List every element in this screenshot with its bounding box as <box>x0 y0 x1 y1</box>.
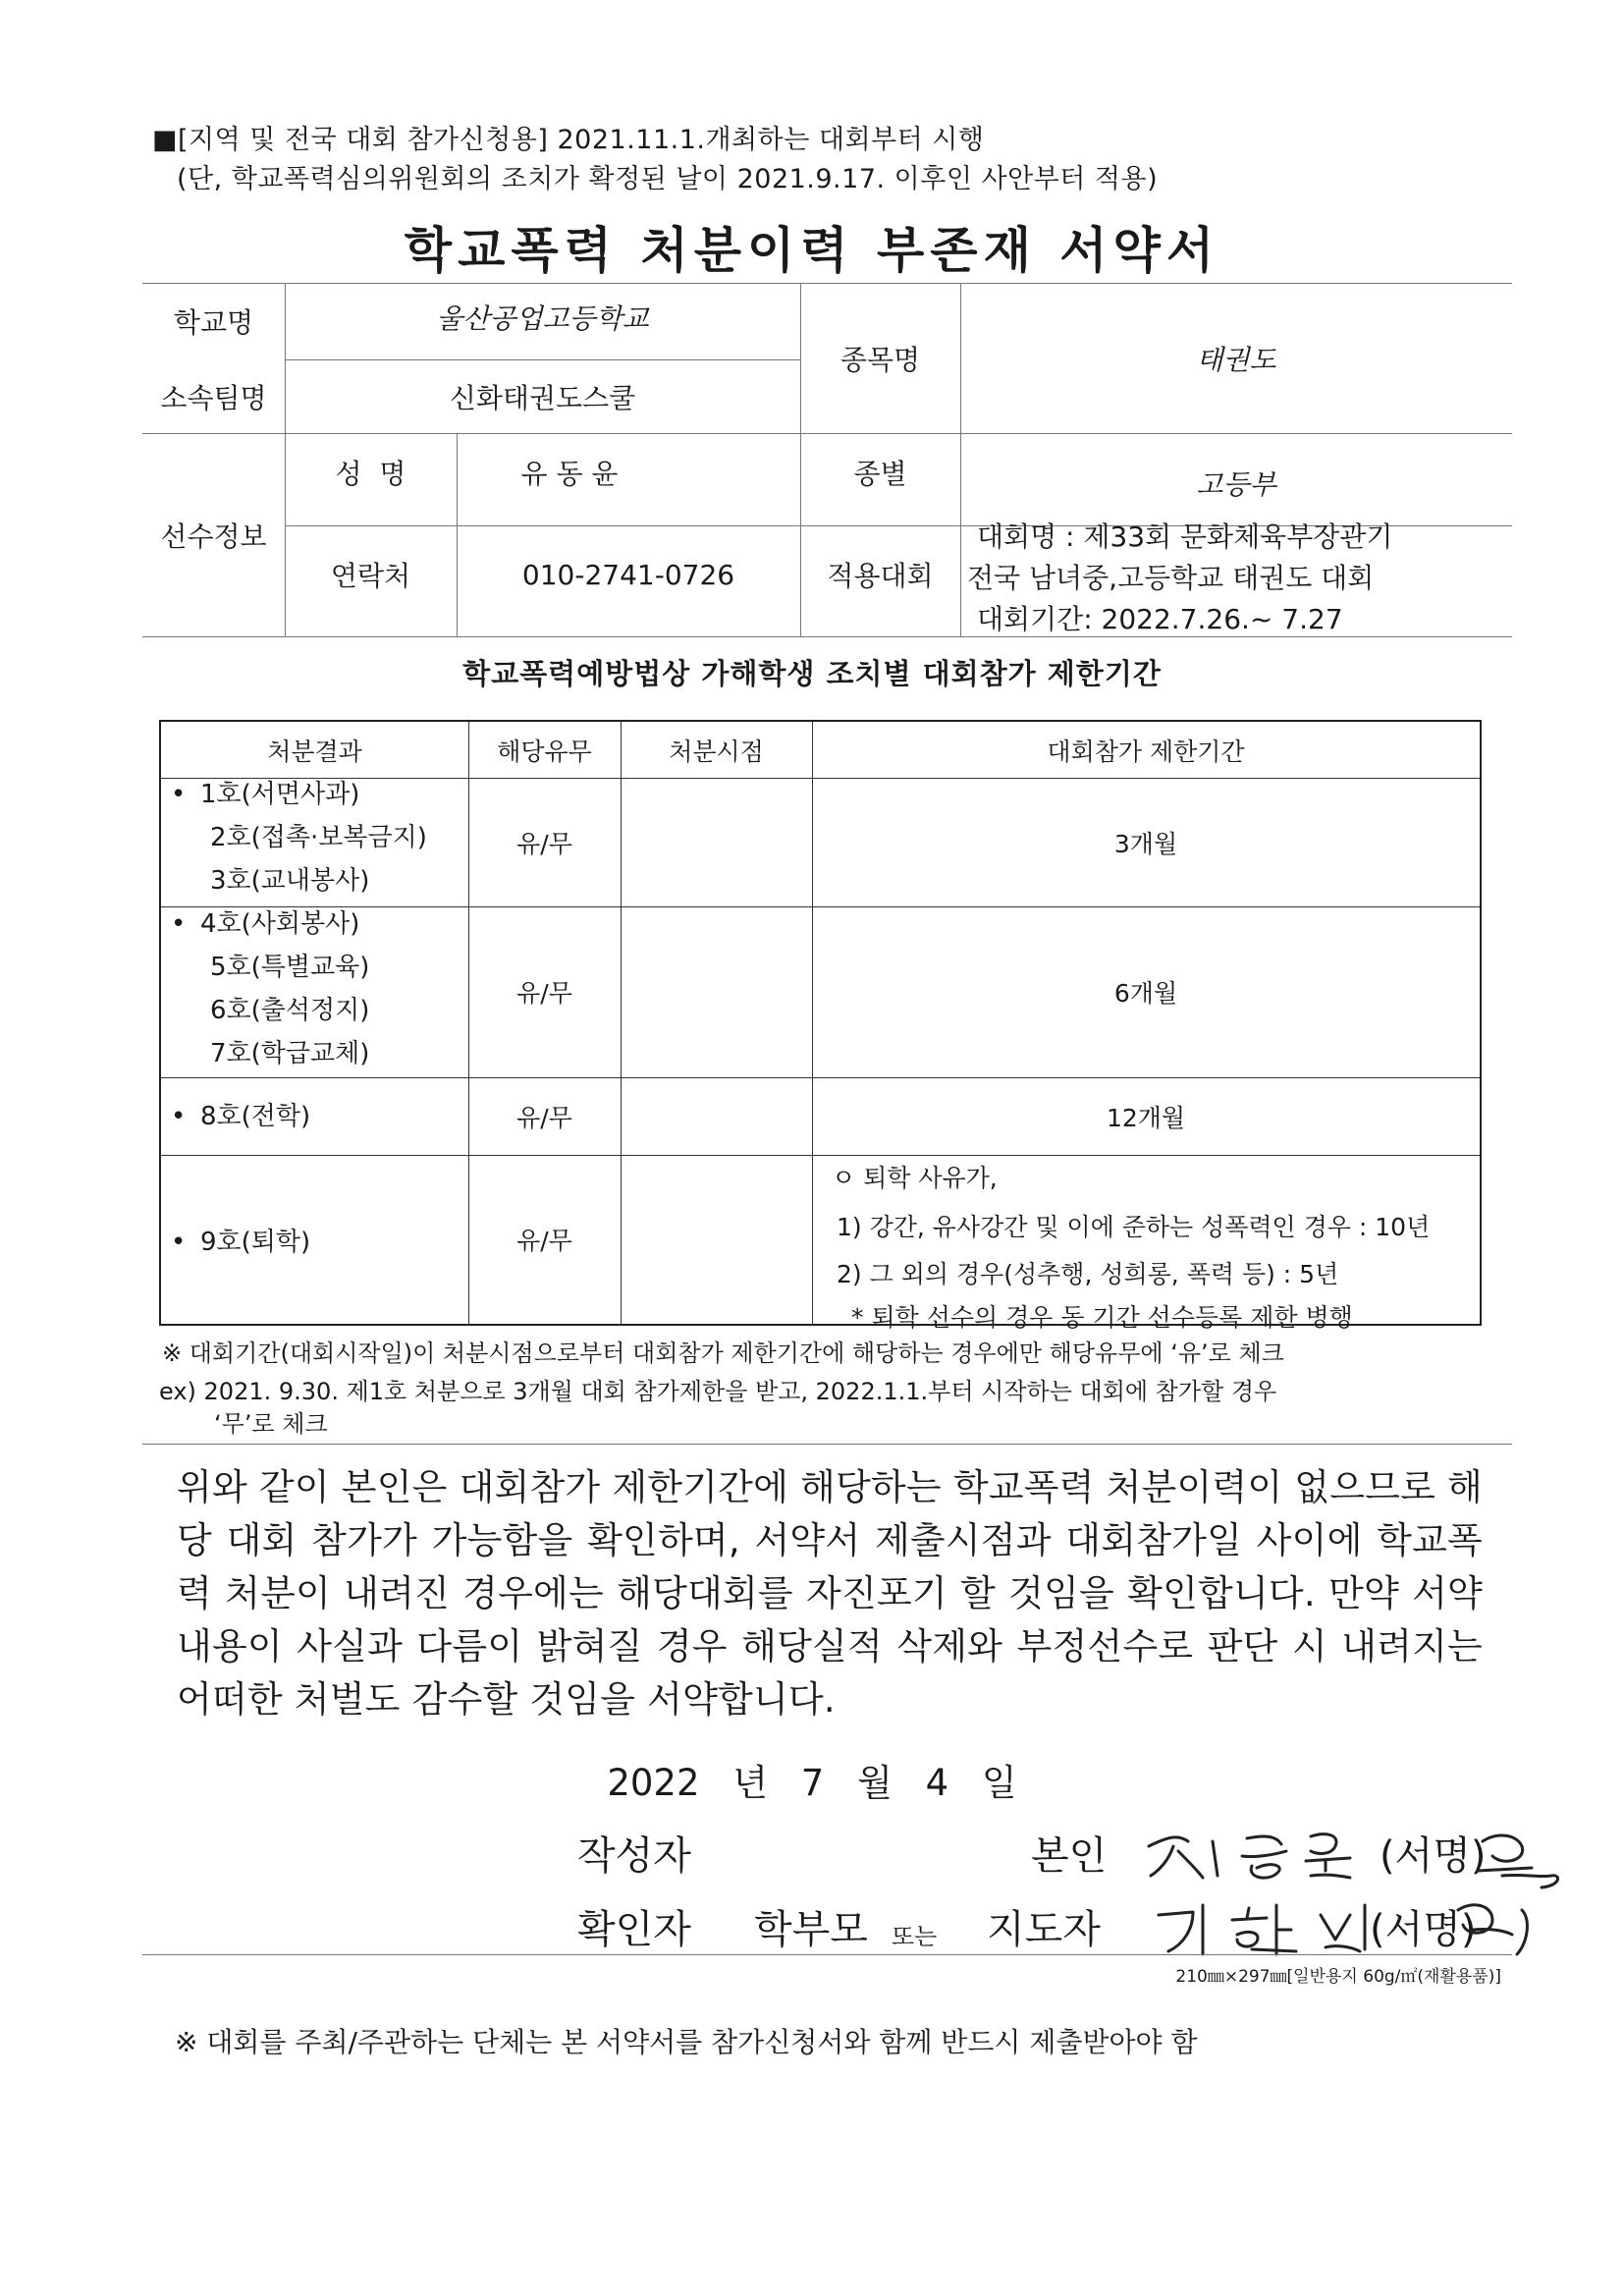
date-year-unit: 년 <box>732 1762 769 1804</box>
confirmer-label: 확인자 <box>577 1907 691 1952</box>
note-3: ‘무’로 체크 <box>214 1410 328 1438</box>
contact-label: 연락처 <box>330 560 411 592</box>
contact-value: 010-2741-0726 <box>521 558 735 591</box>
table-row-3-items: • 8호(전학) <box>171 1102 311 1131</box>
sign-suffix-2: (서명) <box>1370 1907 1477 1952</box>
table-row-4-time[interactable] <box>621 1155 812 1324</box>
divider-bottom <box>142 1954 1512 1955</box>
or-label: 또는 <box>892 1923 938 1950</box>
table-row-2-applicable[interactable]: 유/무 <box>516 979 572 1008</box>
parent-label: 학부모 <box>754 1907 868 1952</box>
competition-name-cont: 전국 남녀중,고등학교 태권도 대회 <box>967 562 1375 594</box>
handwritten-signature-coach <box>1139 1890 1571 1969</box>
table-row-1-time[interactable] <box>621 778 812 906</box>
competition-period: 대회기간: 2022.7.26.~ 7.27 <box>977 603 1343 635</box>
handwritten-signature-self <box>1129 1817 1591 1895</box>
school-label: 학교명 <box>173 306 254 339</box>
date-month-unit: 월 <box>857 1762 893 1804</box>
table-row-3-time[interactable] <box>621 1077 812 1155</box>
divider <box>142 1444 1512 1445</box>
applied-competition-label: 적용대회 <box>827 560 934 592</box>
table-row-4-applicable[interactable]: 유/무 <box>516 1227 572 1255</box>
header-marker: ■ <box>152 125 179 155</box>
table-row-1-period: 3개월 <box>1113 829 1178 858</box>
competition-name: 대회명 : 제33회 문화체육부장관기 <box>977 520 1393 553</box>
pledge-body: 위와 같이 본인은 대회참가 제한기간에 해당하는 학교폭력 처분이력이 없으므로 해당 대회 참가가 가능함을 확인하며, 서약서 제출시점과 대회참가일 사이에 학교폭력 처분이 내려진 경우에는 해당대회를 자진포기 할 것임을 확인합니다. 만약 서약내용이 사실과 다름이 밝혀질 경우 해당실적 삭제와 부정선수로 판단 시 내려지는 어떠한 처벌도 감수할 것임을 서약합니다. <box>177 1466 1483 1721</box>
school-value: 울산공업고등학교 <box>436 302 649 335</box>
expulsion-reason: ㅇ 퇴학 사유가, <box>832 1164 998 1192</box>
pledge-date <box>0 1753 1624 1806</box>
division-value: 고등부 <box>1196 467 1276 501</box>
expulsion-case-1: 1) 강간, 유사강간 및 이에 준하는 성폭력인 경우 : 10년 <box>837 1213 1431 1241</box>
table-row-3-applicable[interactable]: 유/무 <box>516 1103 572 1132</box>
paper-spec: 210㎜×297㎜[일반용지 60g/㎡(재활용품)] <box>1175 1967 1501 1987</box>
page-title: 학교폭력 처분이력 부존재 서약서 <box>404 222 1220 279</box>
col-header-applicable: 해당유무 <box>497 737 592 766</box>
footer-note: ※ 대회를 주최/주관하는 단체는 본 서약서를 참가신청서와 함께 반드시 제출받아야 함 <box>175 2026 1198 2058</box>
restriction-subtitle: 학교폭력예방법상 가해학생 조치별 대회참가 제한기간 <box>462 657 1162 690</box>
date-year: 2022 <box>607 1762 700 1804</box>
team-label: 소속팀명 <box>160 381 267 414</box>
event-label: 종목명 <box>839 343 921 376</box>
header-line-1-text: [지역 및 전국 대회 참가신청용] 2021.11.1.개최하는 대회부터 시행 <box>178 125 985 155</box>
table-row-1-items: • 1호(서면사과) 2호(접촉·보복금지) 3호(교내봉사) <box>171 780 427 896</box>
expulsion-case-2: 2) 그 외의 경우(성추행, 성희롱, 폭력 등) : 5년 <box>837 1260 1339 1288</box>
name-label: 성 명 <box>335 458 406 490</box>
division-label: 종별 <box>853 458 907 490</box>
col-header-time: 처분시점 <box>669 737 764 766</box>
player-info-label: 선수정보 <box>160 519 267 553</box>
author-label: 작성자 <box>577 1833 691 1879</box>
table-row-1-applicable[interactable]: 유/무 <box>516 829 572 858</box>
table-row-4-period <box>812 1155 1480 1332</box>
col-header-result: 처분결과 <box>267 737 362 766</box>
note-2: ex) 2021. 9.30. 제1호 처분으로 3개월 대회 참가제한을 받고, 2022.1.1.부터 시작하는 대회에 참가할 경우 <box>159 1378 1277 1405</box>
event-value: 태권도 <box>1196 343 1276 376</box>
table-row-2-period: 6개월 <box>1113 979 1178 1008</box>
self-label: 본인 <box>1031 1833 1108 1879</box>
sign-suffix-1: (서명) <box>1380 1833 1487 1879</box>
header-line-2: (단, 학교폭력심의위원회의 조치가 확정된 날이 2021.9.17. 이후인 사안부터 적용) <box>177 164 1159 194</box>
name-value: 유 동 윤 <box>520 458 619 490</box>
table-row-2-time[interactable] <box>621 906 812 1077</box>
note-1: ※ 대회기간(대회시작일)이 처분시점으로부터 대회참가 제한기간에 해당하는 경우에만 해당유무에 ‘유’로 체크 <box>162 1339 1284 1367</box>
applied-competition-value <box>967 517 1392 640</box>
date-day-unit: 일 <box>981 1762 1017 1804</box>
header-line-1 <box>152 118 984 156</box>
date-month: 7 <box>800 1762 825 1804</box>
col-header-period: 대회참가 제한기간 <box>1047 737 1245 766</box>
table-row-4-items: • 9호(퇴학) <box>171 1228 311 1257</box>
table-row-3-period: 12개월 <box>1106 1103 1186 1132</box>
restriction-table <box>159 720 1482 1332</box>
expulsion-note: * 퇴학 선수의 경우 동 기간 선수등록 제한 병행 <box>851 1303 1353 1332</box>
table-row-2-items: • 4호(사회봉사) 5호(특별교육) 6호(출석정지) 7호(학급교체) <box>171 909 370 1068</box>
team-value: 신화태권도스쿨 <box>449 381 636 414</box>
date-day: 4 <box>925 1762 949 1804</box>
coach-label: 지도자 <box>987 1907 1101 1952</box>
